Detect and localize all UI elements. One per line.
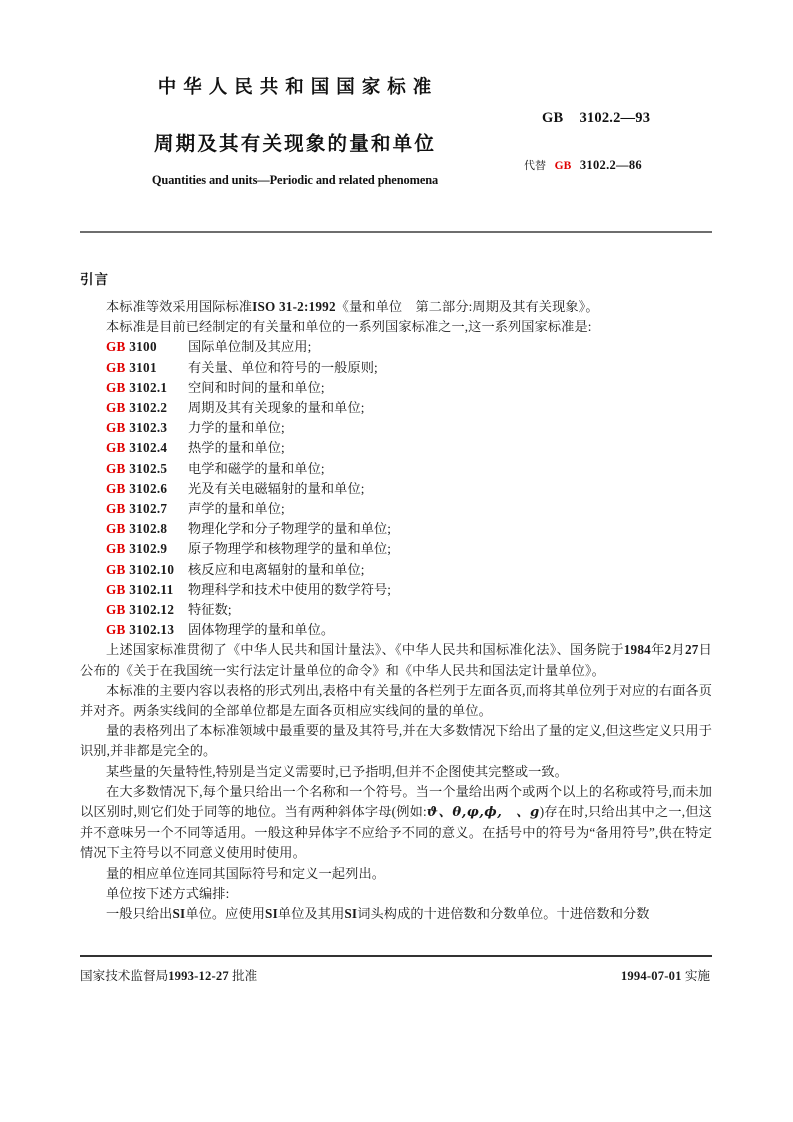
standard-code — [520, 110, 720, 127]
iso-adoption-text-b: 《量和单位 第二部分:周期及其有关现象》。 — [335, 299, 599, 314]
si-label-3: SI — [344, 906, 358, 922]
standard-entry-desc: 力学的量和单位; — [188, 420, 285, 436]
effective-suffix: 实施 — [684, 969, 710, 983]
gb-marker-icon: GB — [106, 339, 126, 355]
gb-marker-icon: GB — [106, 561, 126, 577]
standard-entry-code — [106, 438, 188, 458]
list-item — [80, 358, 712, 378]
standard-entry-number: 3102.6 — [129, 480, 168, 496]
standard-entry-desc: 物理科学和技术中使用的数学符号; — [188, 581, 392, 597]
si-text-b: 单位。应使用 — [185, 906, 266, 922]
greek-symbol-examples: ϑ、θ,φ,ϕ, 、g — [426, 805, 540, 821]
header-title-block — [80, 78, 510, 188]
footer-approval — [80, 965, 257, 984]
standard-entry-code — [106, 459, 188, 479]
symbol-rules-text-a: 在大多数情况下,每个量只给出一个名称和一个符号。当一个量给出两个或两个以上的名称或符号,而未加以区别时,则它们处于同等的地位。当有两种斜体字母(例如: — [80, 783, 712, 820]
document-body — [80, 268, 712, 924]
si-text-d: 词头构成的十进倍数和分数单位。十进倍数和分数 — [357, 906, 650, 922]
standards-series-list — [80, 337, 712, 640]
list-item — [80, 479, 712, 499]
standard-entry-code — [106, 499, 188, 519]
list-item — [80, 398, 712, 418]
standard-entry-desc: 有关量、单位和符号的一般原则; — [188, 359, 378, 375]
standard-entry-number: 3102.3 — [129, 420, 168, 436]
standard-entry-desc: 电学和磁学的量和单位; — [188, 460, 325, 476]
standard-entry-desc: 固体物理学的量和单位。 — [188, 622, 335, 638]
standard-entry-number: 3102.2 — [129, 400, 168, 416]
list-item — [80, 620, 712, 640]
approver-name: 国家技术监督局 — [80, 969, 169, 983]
standard-entry-number: 3102.11 — [129, 581, 174, 597]
section-heading-introduction: 引言 — [80, 272, 109, 287]
standard-entry-number: 3102.5 — [129, 460, 168, 476]
standard-entry-code — [106, 539, 188, 559]
gb-marker-icon: GB — [106, 379, 126, 395]
list-item — [80, 539, 712, 559]
gb-marker-icon: GB — [106, 440, 126, 456]
list-item — [80, 418, 712, 438]
gb-marker-icon: GB — [106, 359, 126, 375]
symbol-rules-text-b: )存在时,只给出其中之一,但这并不意味另一个不同等适用。一般这种异体字不应给予不同的意义。在括号中的符号为“备用符号”,供在特定情况下主符号以不同意义使用时使用。 — [80, 804, 712, 861]
paragraph-legal-basis — [80, 640, 712, 680]
standard-entry-code — [106, 358, 188, 378]
legal-month: 2 — [664, 642, 672, 658]
paragraph-quantity-tables: 量的表格列出了本标准领域中最重要的量及其符号,并在大多数情况下给出了量的定义,但这些定义只用于识别,并非都是完全的。 — [80, 723, 712, 759]
gb-marker-icon: GB — [106, 581, 126, 597]
standard-entry-code — [106, 580, 188, 600]
standard-code-number: 3102.2—93 — [579, 110, 651, 126]
standard-entry-number: 3100 — [129, 339, 157, 355]
standard-entry-code — [106, 620, 188, 640]
paragraph-units-international: 量的相应单位连同其国际符号和定义一起列出。 — [106, 865, 386, 881]
standard-entry-code — [106, 398, 188, 418]
gb-marker-icon: GB — [106, 602, 126, 618]
list-item — [80, 600, 712, 620]
standard-entry-desc: 光及有关电磁辐射的量和单位; — [188, 480, 365, 496]
list-item — [80, 560, 712, 580]
iso-standard-ref: ISO 31-2:1992 — [252, 299, 336, 314]
legal-month-unit: 月 — [671, 642, 685, 658]
effective-date: 1994-07-01 — [620, 969, 682, 983]
list-item — [80, 519, 712, 539]
gb-marker-icon: GB — [106, 460, 126, 476]
standard-entry-number: 3102.8 — [129, 521, 168, 537]
replaces-line — [520, 157, 720, 173]
gb-marker-icon: GB — [106, 541, 126, 557]
standard-entry-code — [106, 560, 188, 580]
replaces-code: 3102.2—86 — [579, 158, 642, 172]
list-item — [80, 438, 712, 458]
standard-entry-code — [106, 418, 188, 438]
legal-basis-text-b: 日公布的《关于在我国统一实行法定计量单位的命令》和《中华人民共和国法定计量单位》。 — [80, 642, 712, 678]
standard-entry-desc: 声学的量和单位; — [188, 501, 285, 517]
header-code-block — [520, 110, 720, 173]
standard-entry-code — [106, 378, 188, 398]
standard-code-prefix: GB — [542, 110, 564, 126]
standard-entry-code — [106, 519, 188, 539]
standard-entry-desc: 核反应和电离辐射的量和单位; — [188, 561, 365, 577]
document-header — [80, 78, 712, 208]
document-title-english: Quantities and units—Periodic and related phenomena — [151, 172, 439, 187]
legal-year-unit: 年 — [650, 642, 665, 658]
paragraph-symbol-rules — [80, 782, 712, 864]
footer-divider-rule — [80, 955, 712, 957]
gb-marker-icon: GB — [106, 420, 126, 436]
standard-entry-desc: 特征数; — [188, 602, 232, 618]
standard-entry-code — [106, 600, 188, 620]
gb-marker-icon: GB — [106, 622, 126, 638]
gb-marker-icon: GB — [106, 400, 126, 416]
standard-entry-number: 3102.9 — [129, 541, 168, 557]
standard-entry-code — [106, 479, 188, 499]
list-item — [80, 378, 712, 398]
approval-date: 1993-12-27 — [168, 969, 229, 983]
si-label-2: SI — [265, 906, 278, 922]
gb-marker-icon: GB — [106, 521, 126, 537]
gb-marker-icon: GB — [106, 501, 126, 517]
legal-basis-text-a: 上述国家标准贯彻了《中华人民共和国计量法》、《中华人民共和国标准化法》、国务院于 — [106, 642, 624, 658]
replaces-label: 代替 — [524, 160, 546, 172]
approval-suffix: 批准 — [232, 969, 258, 983]
standard-entry-desc: 国际单位制及其应用; — [188, 339, 312, 355]
standard-entry-desc: 物理化学和分子物理学的量和单位; — [188, 521, 392, 537]
standard-entry-desc: 原子物理学和核物理学的量和单位; — [188, 541, 392, 557]
standard-entry-number: 3102.10 — [129, 561, 175, 577]
si-text-a: 一般只给出 — [106, 906, 173, 922]
footer-effective — [621, 965, 712, 984]
header-divider-rule — [80, 231, 712, 233]
standard-entry-number: 3102.4 — [129, 440, 168, 456]
paragraph-table-format: 本标准的主要内容以表格的形式列出,表格中有关量的各栏列于左面各页,而将其单位列于对应的右面各页并对齐。两条实线间的全部单位都是左面各页相应实线间的量的单位。 — [80, 682, 712, 719]
list-item — [80, 499, 712, 519]
legal-year: 1984 — [623, 642, 651, 658]
list-item — [80, 337, 712, 357]
standard-entry-number: 3102.7 — [129, 501, 168, 517]
paragraph-si-units — [80, 904, 712, 924]
document-footer — [80, 965, 712, 984]
list-item — [80, 580, 712, 600]
standard-entry-desc: 周期及其有关现象的量和单位; — [188, 400, 365, 416]
paragraph-series-intro: 本标准是目前已经制定的有关量和单位的一系列国家标准之一,这一系列国家标准是: — [106, 319, 592, 335]
gb-marker-icon: GB — [106, 480, 126, 496]
paragraph-vector-nature: 某些量的矢量特性,特别是当定义需要时,已予指明,但并不企图使其完整或一致。 — [106, 763, 568, 779]
standard-entry-code — [106, 337, 188, 357]
paragraph-iso-adoption — [80, 297, 712, 317]
standard-entry-desc: 热学的量和单位; — [188, 440, 285, 456]
standard-entry-number: 3102.13 — [129, 622, 175, 638]
standard-entry-number: 3101 — [129, 359, 157, 375]
standard-entry-number: 3102.1 — [129, 379, 168, 395]
list-item — [80, 459, 712, 479]
replaces-gb-marker: GB — [554, 160, 572, 172]
legal-day: 27 — [684, 642, 699, 658]
standard-entry-number: 3102.12 — [129, 602, 175, 618]
national-standard-label: 中华人民共和国国家标准 — [157, 78, 439, 98]
si-text-c: 单位及其用 — [277, 906, 345, 922]
paragraph-units-arrangement: 单位按下述方式编排: — [106, 885, 230, 901]
standard-entry-desc: 空间和时间的量和单位; — [188, 379, 325, 395]
si-label-1: SI — [172, 906, 186, 922]
document-title-chinese: 周期及其有关现象的量和单位 — [153, 134, 437, 156]
iso-adoption-text-a: 本标准等效采用国际标准 — [106, 299, 253, 314]
